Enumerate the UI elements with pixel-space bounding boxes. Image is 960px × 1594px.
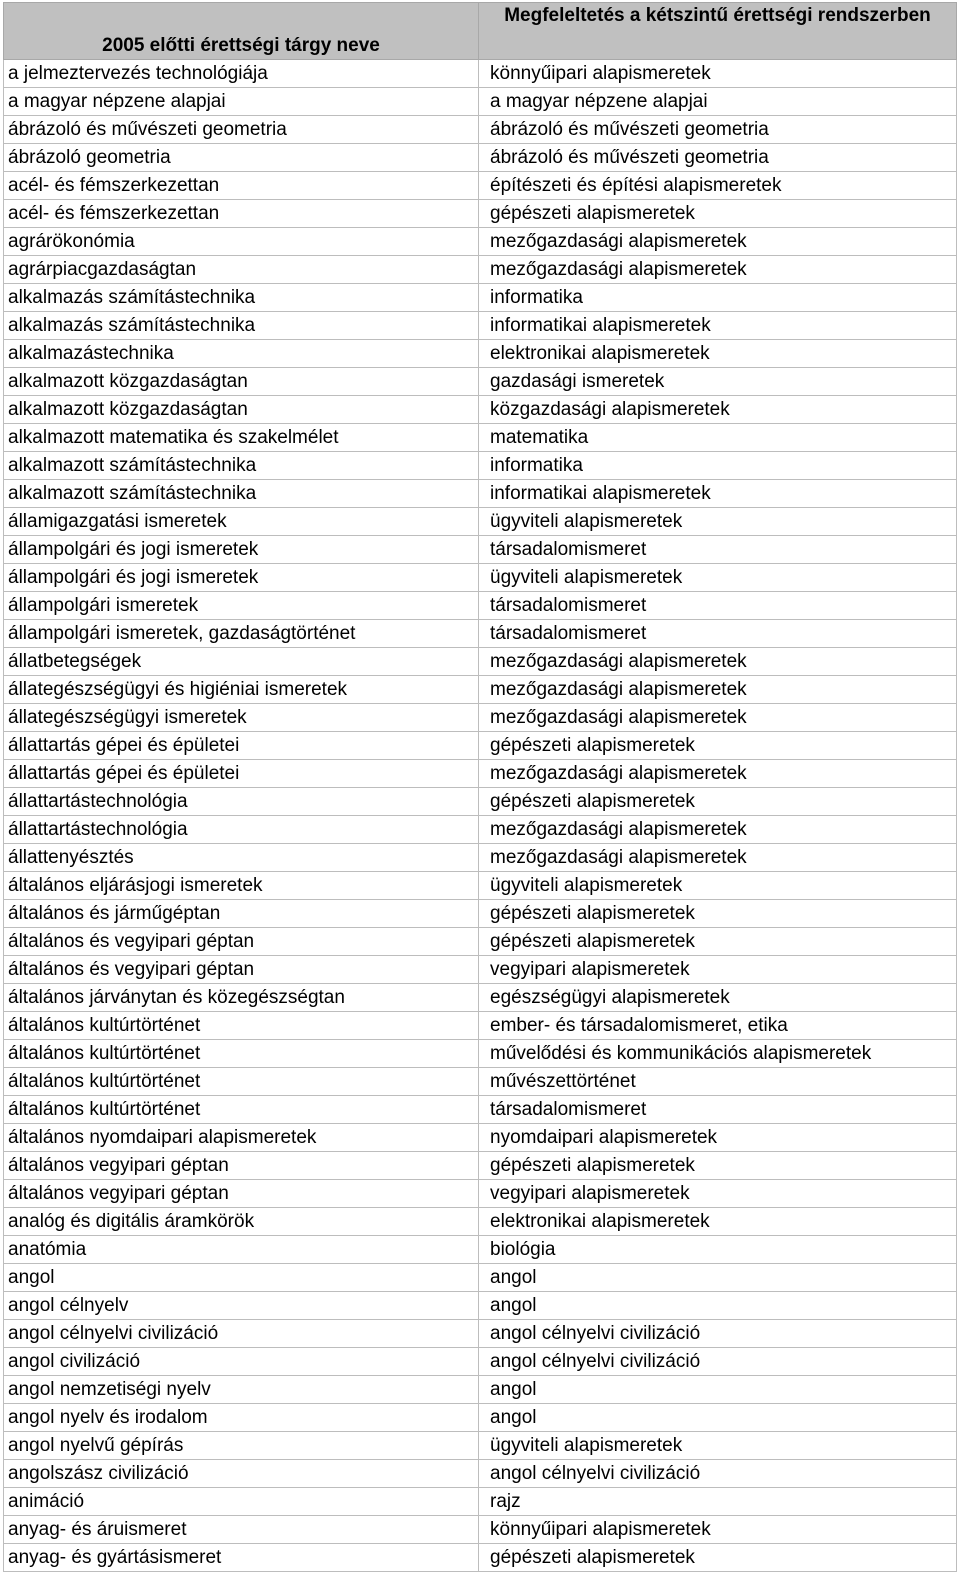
new-subject-cell: gépészeti alapismeretek — [479, 928, 957, 956]
new-subject-cell: vegyipari alapismeretek — [479, 1180, 957, 1208]
new-subject-cell: angol célnyelvi civilizáció — [479, 1348, 957, 1376]
old-subject-cell: agrárökonómia — [4, 228, 479, 256]
table-row — [4, 1180, 957, 1208]
table-row — [4, 144, 957, 172]
table-row — [4, 368, 957, 396]
table-row — [4, 1236, 957, 1264]
new-subject-cell: mezőgazdasági alapismeretek — [479, 228, 957, 256]
table-row — [4, 732, 957, 760]
table-row — [4, 116, 957, 144]
table-row — [4, 788, 957, 816]
new-subject-cell: gépészeti alapismeretek — [479, 1152, 957, 1180]
old-subject-cell: állampolgári és jogi ismeretek — [4, 536, 479, 564]
old-subject-cell: ábrázoló és művészeti geometria — [4, 116, 479, 144]
old-subject-cell: állampolgári és jogi ismeretek — [4, 564, 479, 592]
new-subject-cell: informatikai alapismeretek — [479, 480, 957, 508]
table-row — [4, 648, 957, 676]
table-row — [4, 452, 957, 480]
new-subject-cell: mezőgazdasági alapismeretek — [479, 648, 957, 676]
new-subject-cell: ügyviteli alapismeretek — [479, 508, 957, 536]
table-row — [4, 1404, 957, 1432]
old-subject-cell: általános kultúrtörténet — [4, 1068, 479, 1096]
table-row — [4, 1264, 957, 1292]
table-row — [4, 88, 957, 116]
old-subject-cell: anyag- és gyártásismeret — [4, 1544, 479, 1572]
new-subject-cell: angol — [479, 1404, 957, 1432]
old-subject-cell: alkalmazott közgazdaságtan — [4, 368, 479, 396]
old-subject-cell: általános járványtan és közegészségtan — [4, 984, 479, 1012]
old-subject-cell: általános és vegyipari géptan — [4, 956, 479, 984]
table-row — [4, 200, 957, 228]
table-row — [4, 956, 957, 984]
new-subject-cell: gazdasági ismeretek — [479, 368, 957, 396]
table-row — [4, 424, 957, 452]
table-row — [4, 844, 957, 872]
new-subject-cell: ábrázoló és művészeti geometria — [479, 144, 957, 172]
new-subject-cell: művészettörténet — [479, 1068, 957, 1096]
table-row — [4, 312, 957, 340]
new-subject-cell: mezőgazdasági alapismeretek — [479, 256, 957, 284]
header-old-subject: 2005 előtti érettségi tárgy neve — [4, 3, 479, 60]
old-subject-cell: általános kultúrtörténet — [4, 1040, 479, 1068]
old-subject-cell: alkalmazás számítástechnika — [4, 284, 479, 312]
old-subject-cell: ábrázoló geometria — [4, 144, 479, 172]
new-subject-cell: informatika — [479, 284, 957, 312]
table-row — [4, 1208, 957, 1236]
table-row — [4, 704, 957, 732]
old-subject-cell: agrárpiacgazdaságtan — [4, 256, 479, 284]
old-subject-cell: alkalmazás számítástechnika — [4, 312, 479, 340]
header-row — [4, 3, 957, 60]
old-subject-cell: angol nyelvű gépírás — [4, 1432, 479, 1460]
new-subject-cell: elektronikai alapismeretek — [479, 340, 957, 368]
old-subject-cell: állampolgári ismeretek, gazdaságtörténet — [4, 620, 479, 648]
new-subject-cell: vegyipari alapismeretek — [479, 956, 957, 984]
table-row — [4, 172, 957, 200]
old-subject-cell: állategészségügyi ismeretek — [4, 704, 479, 732]
new-subject-cell: ügyviteli alapismeretek — [479, 872, 957, 900]
new-subject-cell: közgazdasági alapismeretek — [479, 396, 957, 424]
old-subject-cell: alkalmazott számítástechnika — [4, 480, 479, 508]
table-row — [4, 228, 957, 256]
old-subject-cell: általános kultúrtörténet — [4, 1012, 479, 1040]
new-subject-cell: informatika — [479, 452, 957, 480]
new-subject-cell: mezőgazdasági alapismeretek — [479, 844, 957, 872]
table-body — [4, 60, 957, 1572]
table-row — [4, 340, 957, 368]
table-row — [4, 60, 957, 88]
new-subject-cell: mezőgazdasági alapismeretek — [479, 676, 957, 704]
new-subject-cell: társadalomismeret — [479, 620, 957, 648]
old-subject-cell: államigazgatási ismeretek — [4, 508, 479, 536]
old-subject-cell: általános és vegyipari géptan — [4, 928, 479, 956]
new-subject-cell: építészeti és építési alapismeretek — [479, 172, 957, 200]
table-row — [4, 396, 957, 424]
new-subject-cell: elektronikai alapismeretek — [479, 1208, 957, 1236]
old-subject-cell: állatbetegségek — [4, 648, 479, 676]
new-subject-cell: gépészeti alapismeretek — [479, 900, 957, 928]
old-subject-cell: általános nyomdaipari alapismeretek — [4, 1124, 479, 1152]
old-subject-cell: angol civilizáció — [4, 1348, 479, 1376]
new-subject-cell: rajz — [479, 1488, 957, 1516]
old-subject-cell: a jelmeztervezés technológiája — [4, 60, 479, 88]
new-subject-cell: biológia — [479, 1236, 957, 1264]
table-row — [4, 984, 957, 1012]
table-row — [4, 900, 957, 928]
table-row — [4, 508, 957, 536]
old-subject-cell: állampolgári ismeretek — [4, 592, 479, 620]
new-subject-cell: angol célnyelvi civilizáció — [479, 1320, 957, 1348]
new-subject-cell: társadalomismeret — [479, 1096, 957, 1124]
table-row — [4, 1040, 957, 1068]
table-row — [4, 1292, 957, 1320]
new-subject-cell: társadalomismeret — [479, 536, 957, 564]
old-subject-cell: anyag- és áruismeret — [4, 1516, 479, 1544]
table-row — [4, 872, 957, 900]
new-subject-cell: angol — [479, 1264, 957, 1292]
new-subject-cell: informatikai alapismeretek — [479, 312, 957, 340]
old-subject-cell: általános eljárásjogi ismeretek — [4, 872, 479, 900]
new-subject-cell: angol — [479, 1376, 957, 1404]
new-subject-cell: gépészeti alapismeretek — [479, 732, 957, 760]
table-row — [4, 1488, 957, 1516]
old-subject-cell: állattartás gépei és épületei — [4, 760, 479, 788]
old-subject-cell: acél- és fémszerkezettan — [4, 172, 479, 200]
new-subject-cell: a magyar népzene alapjai — [479, 88, 957, 116]
new-subject-cell: ember- és társadalomismeret, etika — [479, 1012, 957, 1040]
old-subject-cell: alkalmazástechnika — [4, 340, 479, 368]
old-subject-cell: általános vegyipari géptan — [4, 1180, 479, 1208]
table-row — [4, 1068, 957, 1096]
table-row — [4, 480, 957, 508]
old-subject-cell: angol célnyelv — [4, 1292, 479, 1320]
new-subject-cell: angol célnyelvi civilizáció — [479, 1460, 957, 1488]
old-subject-cell: alkalmazott számítástechnika — [4, 452, 479, 480]
new-subject-cell: ábrázoló és művészeti geometria — [479, 116, 957, 144]
new-subject-cell: mezőgazdasági alapismeretek — [479, 816, 957, 844]
new-subject-cell: angol — [479, 1292, 957, 1320]
table-row — [4, 928, 957, 956]
old-subject-cell: állategészségügyi és higiéniai ismeretek — [4, 676, 479, 704]
new-subject-cell: társadalomismeret — [479, 592, 957, 620]
table-row — [4, 1432, 957, 1460]
old-subject-cell: állattartástechnológia — [4, 816, 479, 844]
new-subject-cell: gépészeti alapismeretek — [479, 1544, 957, 1572]
table-row — [4, 1124, 957, 1152]
table-row — [4, 1460, 957, 1488]
old-subject-cell: angol nemzetiségi nyelv — [4, 1376, 479, 1404]
new-subject-cell: művelődési és kommunikációs alapismeretek — [479, 1040, 957, 1068]
old-subject-cell: általános és járműgéptan — [4, 900, 479, 928]
table-row — [4, 1320, 957, 1348]
old-subject-cell: állattartástechnológia — [4, 788, 479, 816]
table-row — [4, 1544, 957, 1572]
table-row — [4, 564, 957, 592]
old-subject-cell: animáció — [4, 1488, 479, 1516]
new-subject-cell: nyomdaipari alapismeretek — [479, 1124, 957, 1152]
table-row — [4, 760, 957, 788]
table-row — [4, 284, 957, 312]
old-subject-cell: alkalmazott matematika és szakelmélet — [4, 424, 479, 452]
new-subject-cell: könnyűipari alapismeretek — [479, 1516, 957, 1544]
new-subject-cell: egészségügyi alapismeretek — [479, 984, 957, 1012]
table-row — [4, 676, 957, 704]
old-subject-cell: angol — [4, 1264, 479, 1292]
table-row — [4, 1152, 957, 1180]
table-row — [4, 620, 957, 648]
old-subject-cell: a magyar népzene alapjai — [4, 88, 479, 116]
old-subject-cell: angolszász civilizáció — [4, 1460, 479, 1488]
old-subject-cell: anatómia — [4, 1236, 479, 1264]
new-subject-cell: könnyűipari alapismeretek — [479, 60, 957, 88]
old-subject-cell: angol nyelv és irodalom — [4, 1404, 479, 1432]
table-row — [4, 536, 957, 564]
new-subject-cell: ügyviteli alapismeretek — [479, 1432, 957, 1460]
table-row — [4, 1348, 957, 1376]
new-subject-cell: matematika — [479, 424, 957, 452]
table-row — [4, 1096, 957, 1124]
matching-table — [3, 2, 957, 1572]
old-subject-cell: általános kultúrtörténet — [4, 1096, 479, 1124]
old-subject-cell: analóg és digitális áramkörök — [4, 1208, 479, 1236]
table-row — [4, 816, 957, 844]
old-subject-cell: állattartás gépei és épületei — [4, 732, 479, 760]
old-subject-cell: általános vegyipari géptan — [4, 1152, 479, 1180]
old-subject-cell: állattenyésztés — [4, 844, 479, 872]
old-subject-cell: angol célnyelvi civilizáció — [4, 1320, 479, 1348]
table-row — [4, 592, 957, 620]
old-subject-cell: alkalmazott közgazdaságtan — [4, 396, 479, 424]
table-row — [4, 1012, 957, 1040]
table-row — [4, 1516, 957, 1544]
new-subject-cell: ügyviteli alapismeretek — [479, 564, 957, 592]
header-new-subject: Megfeleltetés a kétszintű érettségi rendszerben — [479, 3, 957, 60]
new-subject-cell: mezőgazdasági alapismeretek — [479, 760, 957, 788]
old-subject-cell: acél- és fémszerkezettan — [4, 200, 479, 228]
table-row — [4, 256, 957, 284]
new-subject-cell: gépészeti alapismeretek — [479, 200, 957, 228]
table-row — [4, 1376, 957, 1404]
new-subject-cell: mezőgazdasági alapismeretek — [479, 704, 957, 732]
new-subject-cell: gépészeti alapismeretek — [479, 788, 957, 816]
